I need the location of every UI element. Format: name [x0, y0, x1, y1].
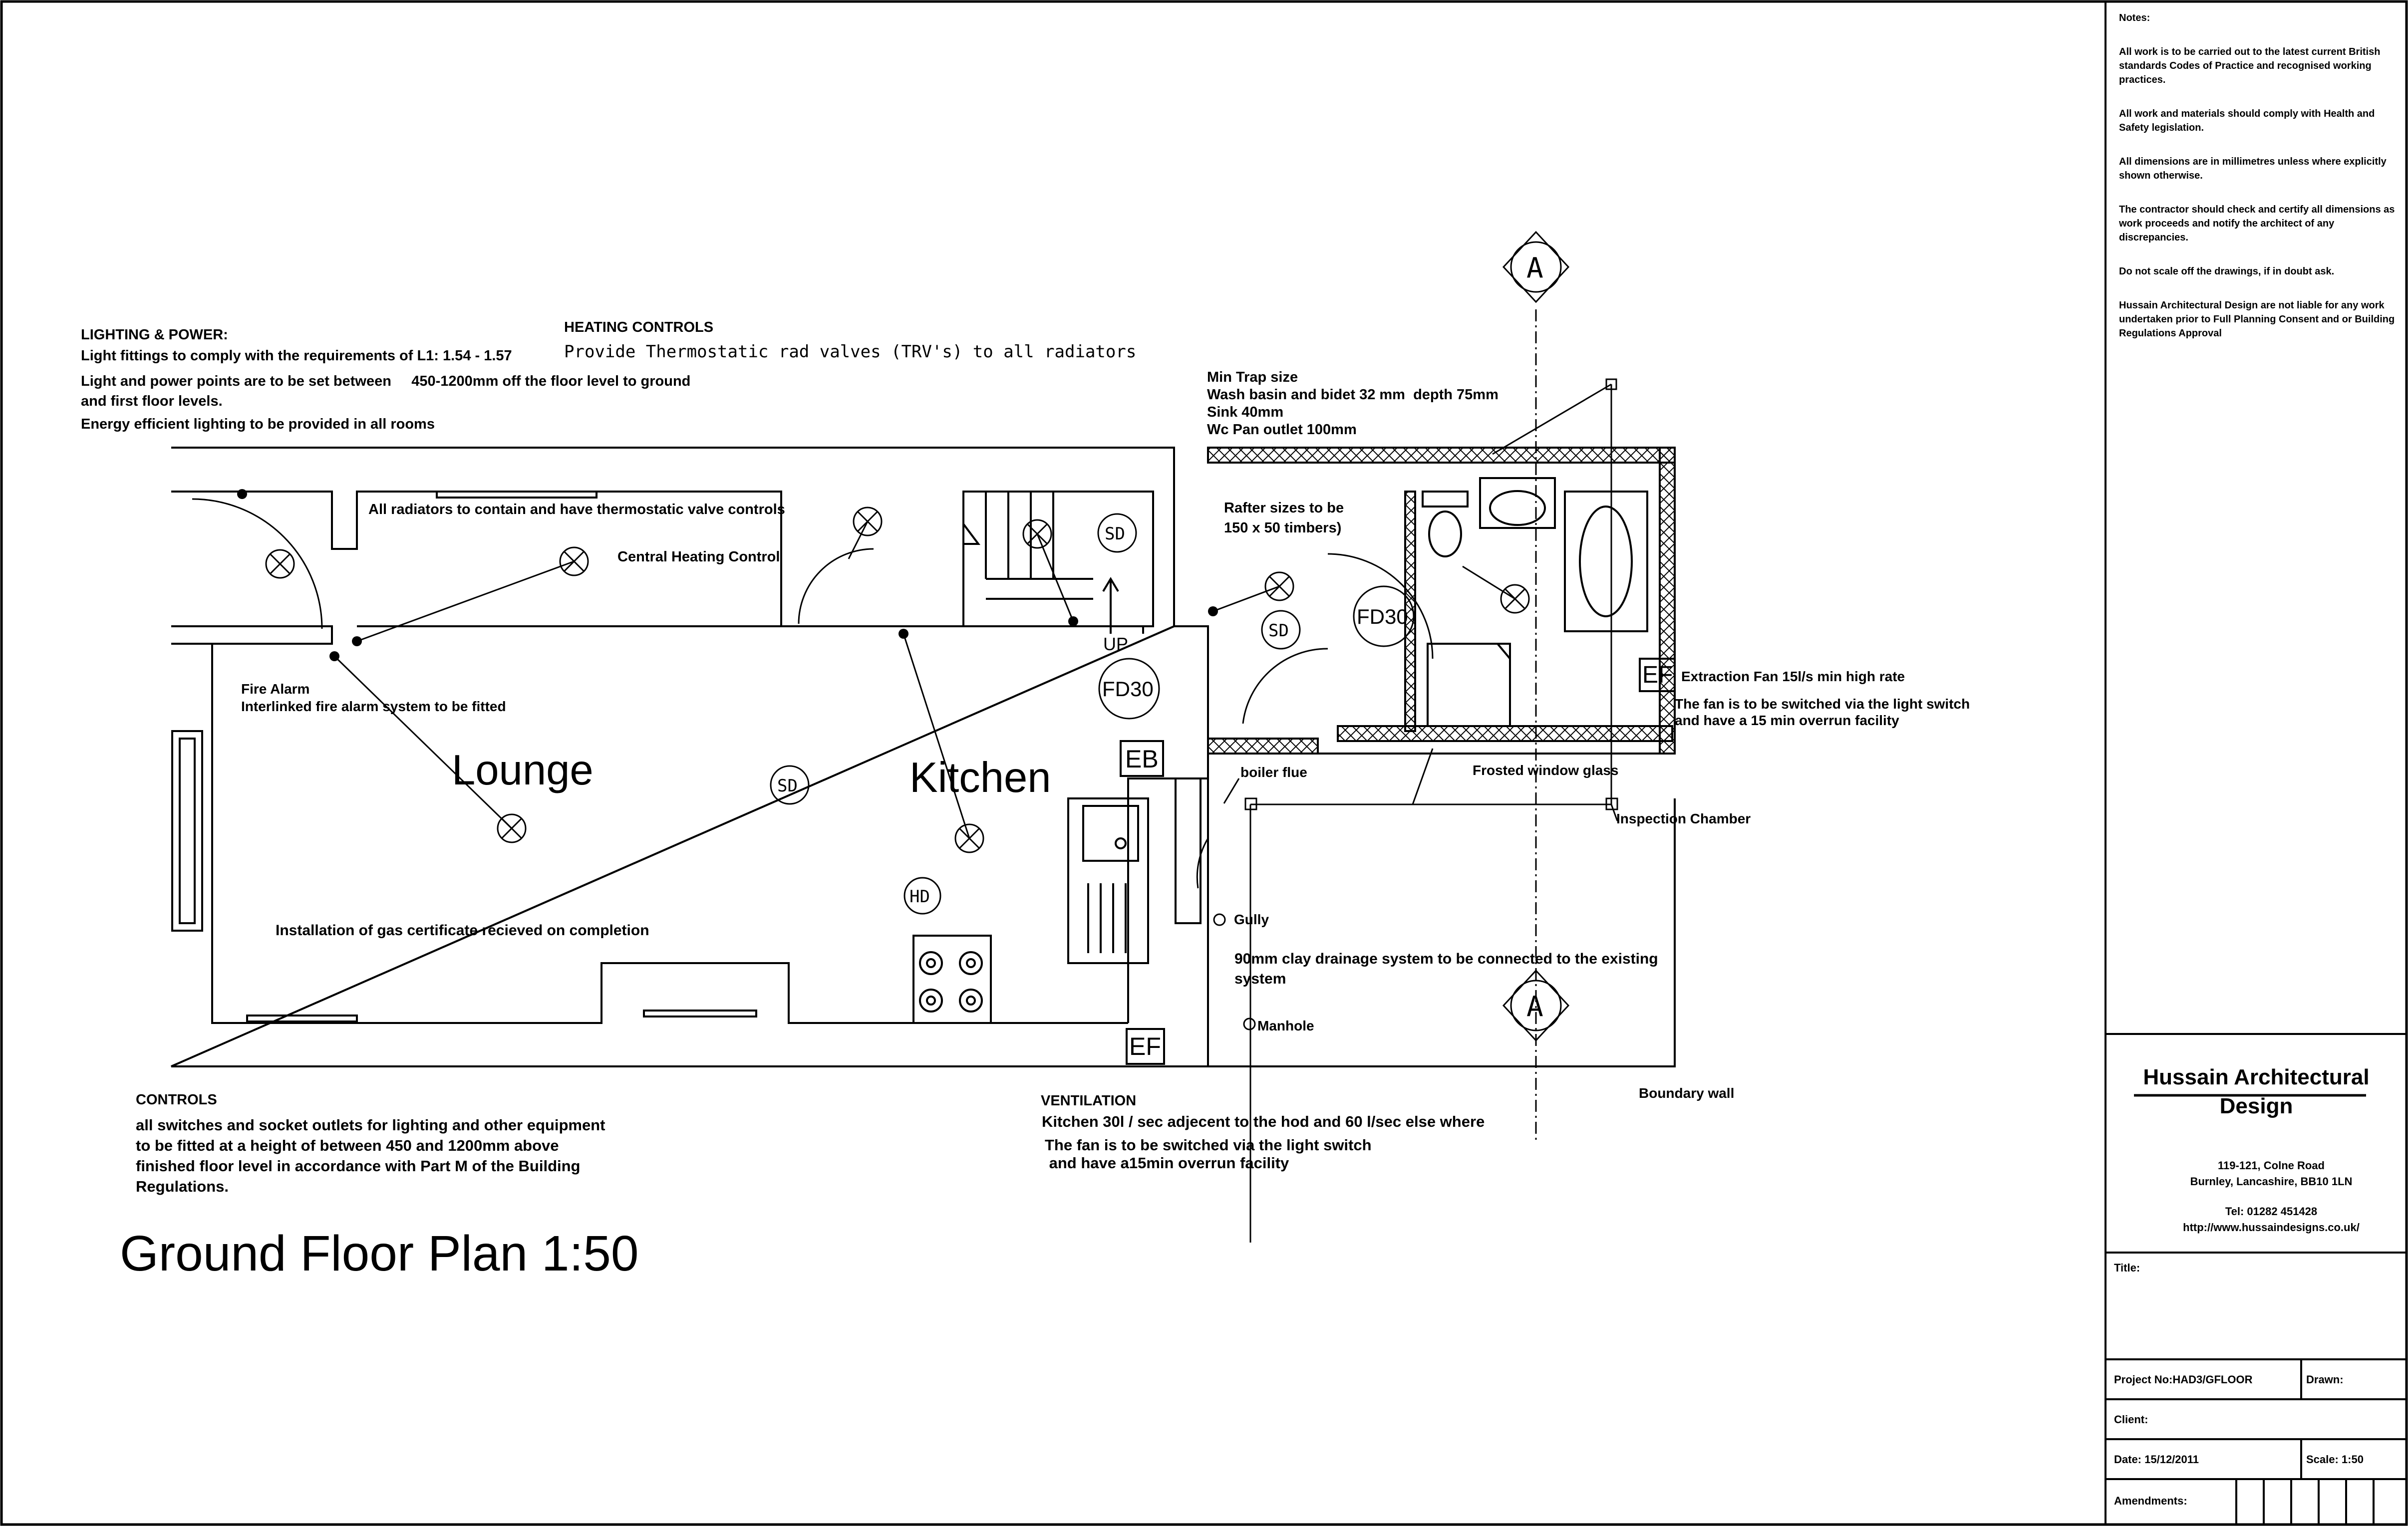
- manhole-label: Manhole: [1257, 1018, 1314, 1033]
- sheet-border: [1, 1, 2407, 1525]
- ventilation-line-2: The fan is to be switched via the light switch: [1045, 1136, 1372, 1154]
- extract-fan-symbol: EF: [1129, 1032, 1161, 1060]
- room-label-lounge: Lounge: [452, 747, 594, 794]
- fire-door-symbol: FD30: [1357, 605, 1408, 628]
- extraction-note-2: The fan is to be switched via the light switch: [1675, 696, 1970, 712]
- central-heating-note: Central Heating Control: [617, 549, 780, 565]
- controls-heading: CONTROLS: [136, 1092, 217, 1108]
- firm-website[interactable]: http://www.hussaindesigns.co.uk/: [2183, 1221, 2360, 1234]
- detector-circles: [771, 514, 1414, 914]
- stair-up-label: UP: [1103, 634, 1129, 654]
- lighting-line-3: and first floor levels.: [81, 393, 223, 409]
- note-1: All work is to be carried out to the latest current British standards Codes of Practice and recognised working practices.: [2119, 46, 2381, 85]
- ventilation-line-3: and have a15min overrun facility: [1045, 1154, 1289, 1172]
- controls-line-4: Regulations.: [136, 1178, 229, 1195]
- smoke-detector-symbol: SD: [1268, 621, 1289, 641]
- note-5: Do not scale off the drawings, if in doubt ask.: [2119, 266, 2335, 277]
- ventilation-heading: VENTILATION: [1041, 1093, 1137, 1109]
- frosted-glass-label: Frosted window glass: [1473, 763, 1619, 778]
- section-marker-label: A: [1526, 252, 1543, 284]
- controls-line-2: to be fitted at a height of between 450 and 1200mm above: [136, 1137, 559, 1154]
- notes-heading: Notes:: [2119, 12, 2150, 23]
- fire-alarm-label: Fire Alarm: [241, 681, 310, 697]
- lighting-heading: LIGHTING & POWER:: [81, 327, 228, 343]
- min-trap-line-1: Min Trap size: [1207, 369, 1298, 385]
- gas-certificate-note: Installation of gas certificate recieved on completion: [276, 922, 649, 939]
- rafter-note-2: 150 x 50 timbers): [1224, 520, 1342, 536]
- boundary-wall-label: Boundary wall: [1639, 1085, 1735, 1101]
- extraction-note-3: and have a 15 min overrun facility: [1675, 713, 1899, 728]
- firm-address-1: 119-121, Colne Road: [2218, 1159, 2325, 1172]
- light-fittings: [266, 508, 1529, 852]
- gully-label: Gully: [1234, 912, 1269, 927]
- min-trap-line-2: Wash basin and bidet 32 mm depth 75mm: [1207, 387, 1499, 403]
- firm-address: [2146, 1158, 2396, 1236]
- firm-name-line-2: Design: [2219, 1094, 2293, 1118]
- controls-line-3: finished floor level in accordance with Part M of the Building: [136, 1157, 581, 1175]
- lighting-line-2: Light and power points are to be set between 450-1200mm off the floor level to ground: [81, 373, 691, 389]
- boiler-flue-label: boiler flue: [1240, 764, 1307, 780]
- note-3: All dimensions are in millimetres unless where explicitly shown otherwise.: [2119, 156, 2387, 181]
- note-6: Hussain Architectural Design are not liable for any work undertaken prior to Full Planning Consent and or Building Regulations Approval: [2119, 300, 2395, 339]
- rafter-note-1: Rafter sizes to be: [1224, 500, 1344, 516]
- heating-text: Provide Thermostatic rad valves (TRV's) to all radiators: [564, 342, 1137, 362]
- smoke-detector-symbol: SD: [777, 776, 798, 796]
- drawn-label: Drawn:: [2306, 1373, 2344, 1386]
- inspection-chamber-label: Inspection Chamber: [1616, 811, 1751, 826]
- heating-heading: HEATING CONTROLS: [564, 319, 714, 335]
- controls-line-1: all switches and socket outlets for lighting and other equipment: [136, 1116, 605, 1134]
- fire-door-symbol: FD30: [1102, 677, 1154, 701]
- lighting-line-4: Energy efficient lighting to be provided in all rooms: [81, 416, 435, 432]
- smoke-detector-symbol: SD: [1105, 524, 1125, 544]
- heat-detector-symbol: HD: [909, 887, 930, 907]
- room-label-kitchen: Kitchen: [909, 754, 1051, 801]
- radiators-note: All radiators to contain and have thermostatic valve controls: [368, 502, 785, 517]
- title-label: Title:: [2114, 1262, 2140, 1274]
- lighting-line-1: Light fittings to comply with the requirements of L1: 1.54 - 1.57: [81, 348, 512, 364]
- section-marker-label: A: [1526, 991, 1543, 1023]
- note-4: The contractor should check and certify all dimensions as work proceeds and notify the architect of any discrepancies.: [2119, 204, 2395, 243]
- min-trap-line-3: Sink 40mm: [1207, 404, 1284, 420]
- extraction-note-1: Extraction Fan 15l/s min high rate: [1681, 669, 1905, 684]
- firm-address-2: Burnley, Lancashire, BB10 1LN: [2190, 1175, 2353, 1188]
- extract-fan-symbol: EF: [1642, 662, 1673, 688]
- note-2: All work and materials should comply with Health and Safety legislation.: [2119, 108, 2375, 133]
- electric-box-symbol: EB: [1125, 745, 1159, 773]
- drainage-note-2: system: [1234, 971, 1286, 987]
- symbol-boxes: [1121, 659, 1675, 1064]
- scale-label: Scale: 1:50: [2306, 1453, 2364, 1466]
- min-trap-line-4: Wc Pan outlet 100mm: [1207, 422, 1357, 438]
- firm-name-line-1: Hussain Architectural: [2143, 1065, 2370, 1089]
- project-number-label: Project No:HAD3/GFLOOR: [2114, 1373, 2253, 1386]
- notes-panel: [2119, 11, 2396, 360]
- door-swings: [192, 499, 1433, 888]
- drainage-note-1: 90mm clay drainage system to be connected to the existing: [1234, 951, 1658, 967]
- firm-name: [2136, 1063, 2376, 1121]
- client-label: Client:: [2114, 1413, 2148, 1426]
- ventilation-line-1: Kitchen 30l / sec adjecent to the hod and 60 l/sec else where: [1042, 1113, 1485, 1130]
- fire-alarm-detail: Interlinked fire alarm system to be fitted: [241, 699, 506, 714]
- plan-title: Ground Floor Plan 1:50: [120, 1226, 639, 1281]
- amendments-label: Amendments:: [2114, 1495, 2187, 1507]
- firm-tel: Tel: 01282 451428: [2225, 1205, 2318, 1218]
- date-label: Date: 15/12/2011: [2114, 1453, 2199, 1466]
